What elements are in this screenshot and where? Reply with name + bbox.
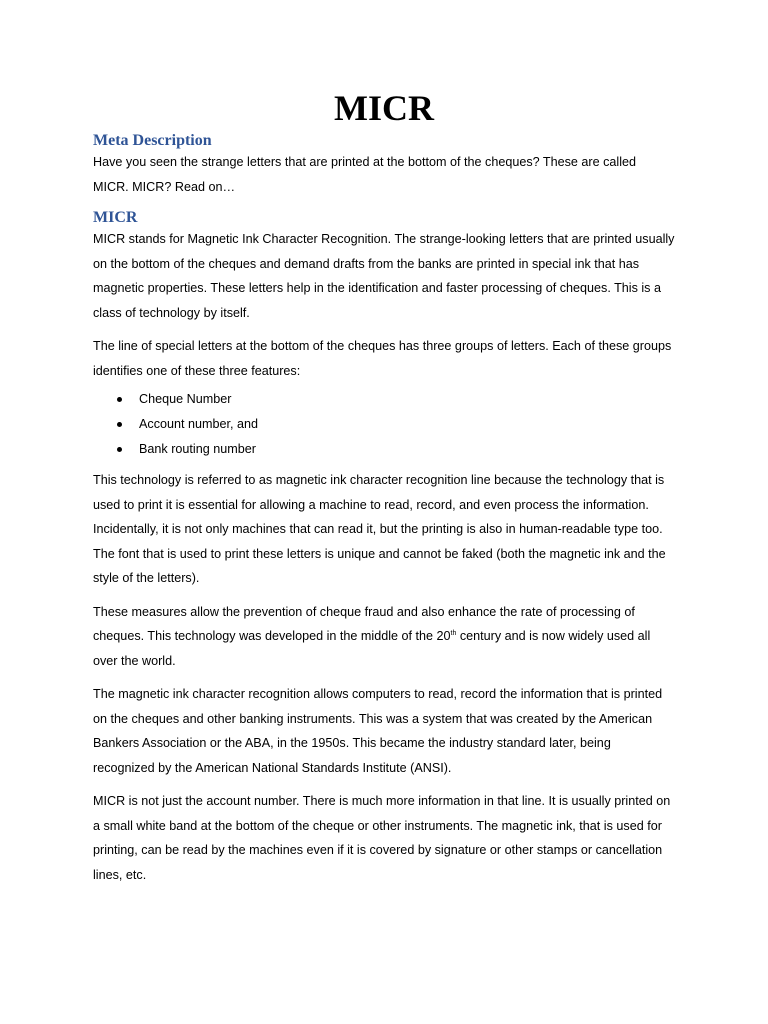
paragraph-1: MICR stands for Magnetic Ink Character Recognition. The strange-looking letters that are printed usually on the bottom of the cheques and demand drafts from the banks are printed in special ink that has magnetic properties. These letters help in the identification and faster processing of cheques. This is a class of technology by itself.: [93, 232, 675, 320]
paragraph-2: The line of special letters at the bottom of the cheques has three groups of letters. Each of these groups identifies one of these three features:: [93, 339, 672, 378]
paragraph-5: The magnetic ink character recognition allows computers to read, record the information that is printed on the cheques and other banking instruments. This was a system that was created by the American Bankers Association or the ABA, in the 1950s. This became the industry standard later, being recognized by the American National Standards Institute (ANSI).: [93, 687, 663, 775]
list-item: [93, 437, 675, 462]
micr-section-heading: MICR: [93, 209, 138, 226]
meta-description-heading: Meta Description: [93, 132, 212, 149]
features-list: [93, 387, 675, 462]
document-body: [93, 84, 675, 896]
ordinal-suffix: th: [450, 629, 457, 637]
paragraph-4: [93, 600, 675, 674]
bullet-icon: [117, 422, 122, 427]
paragraph-6: MICR is not just the account number. There is much more information in that line. It is usually printed on a small white band at the bottom of the cheque or other instruments. The magnetic ink, that is used for printing, can be read by the machines even if it is covered by signature or other stamps or cancellation lines, etc.: [93, 794, 671, 882]
bullet-icon: [117, 447, 122, 452]
list-item: [93, 412, 675, 437]
document-title: MICR: [334, 88, 434, 128]
paragraph-3: This technology is referred to as magnetic ink character recognition line because the technology that is used to print it is essential for allowing a machine to read, record, and even process the information. Incidentally, it is not only machines that can read it, but the printing is also in human-readable type too. The font that is used to print these letters is unique and cannot be faked (both the magnetic ink and the style of the letters).: [93, 473, 666, 585]
list-item: [93, 387, 675, 412]
paragraph-4-text-end: century and is now widely used all over the world.: [93, 629, 651, 668]
list-item-label: Account number, and: [139, 417, 259, 431]
list-item-label: Bank routing number: [139, 442, 256, 456]
bullet-icon: [117, 397, 122, 402]
meta-description-text: Have you seen the strange letters that are printed at the bottom of the cheques? These are called MICR. MICR? Read on…: [93, 155, 637, 194]
paragraph-4-text-start: These measures allow the prevention of cheque fraud and also enhance the rate of processing of cheques. This technology was developed in the middle of the 20: [93, 604, 635, 643]
list-item-label: Cheque Number: [139, 392, 232, 406]
